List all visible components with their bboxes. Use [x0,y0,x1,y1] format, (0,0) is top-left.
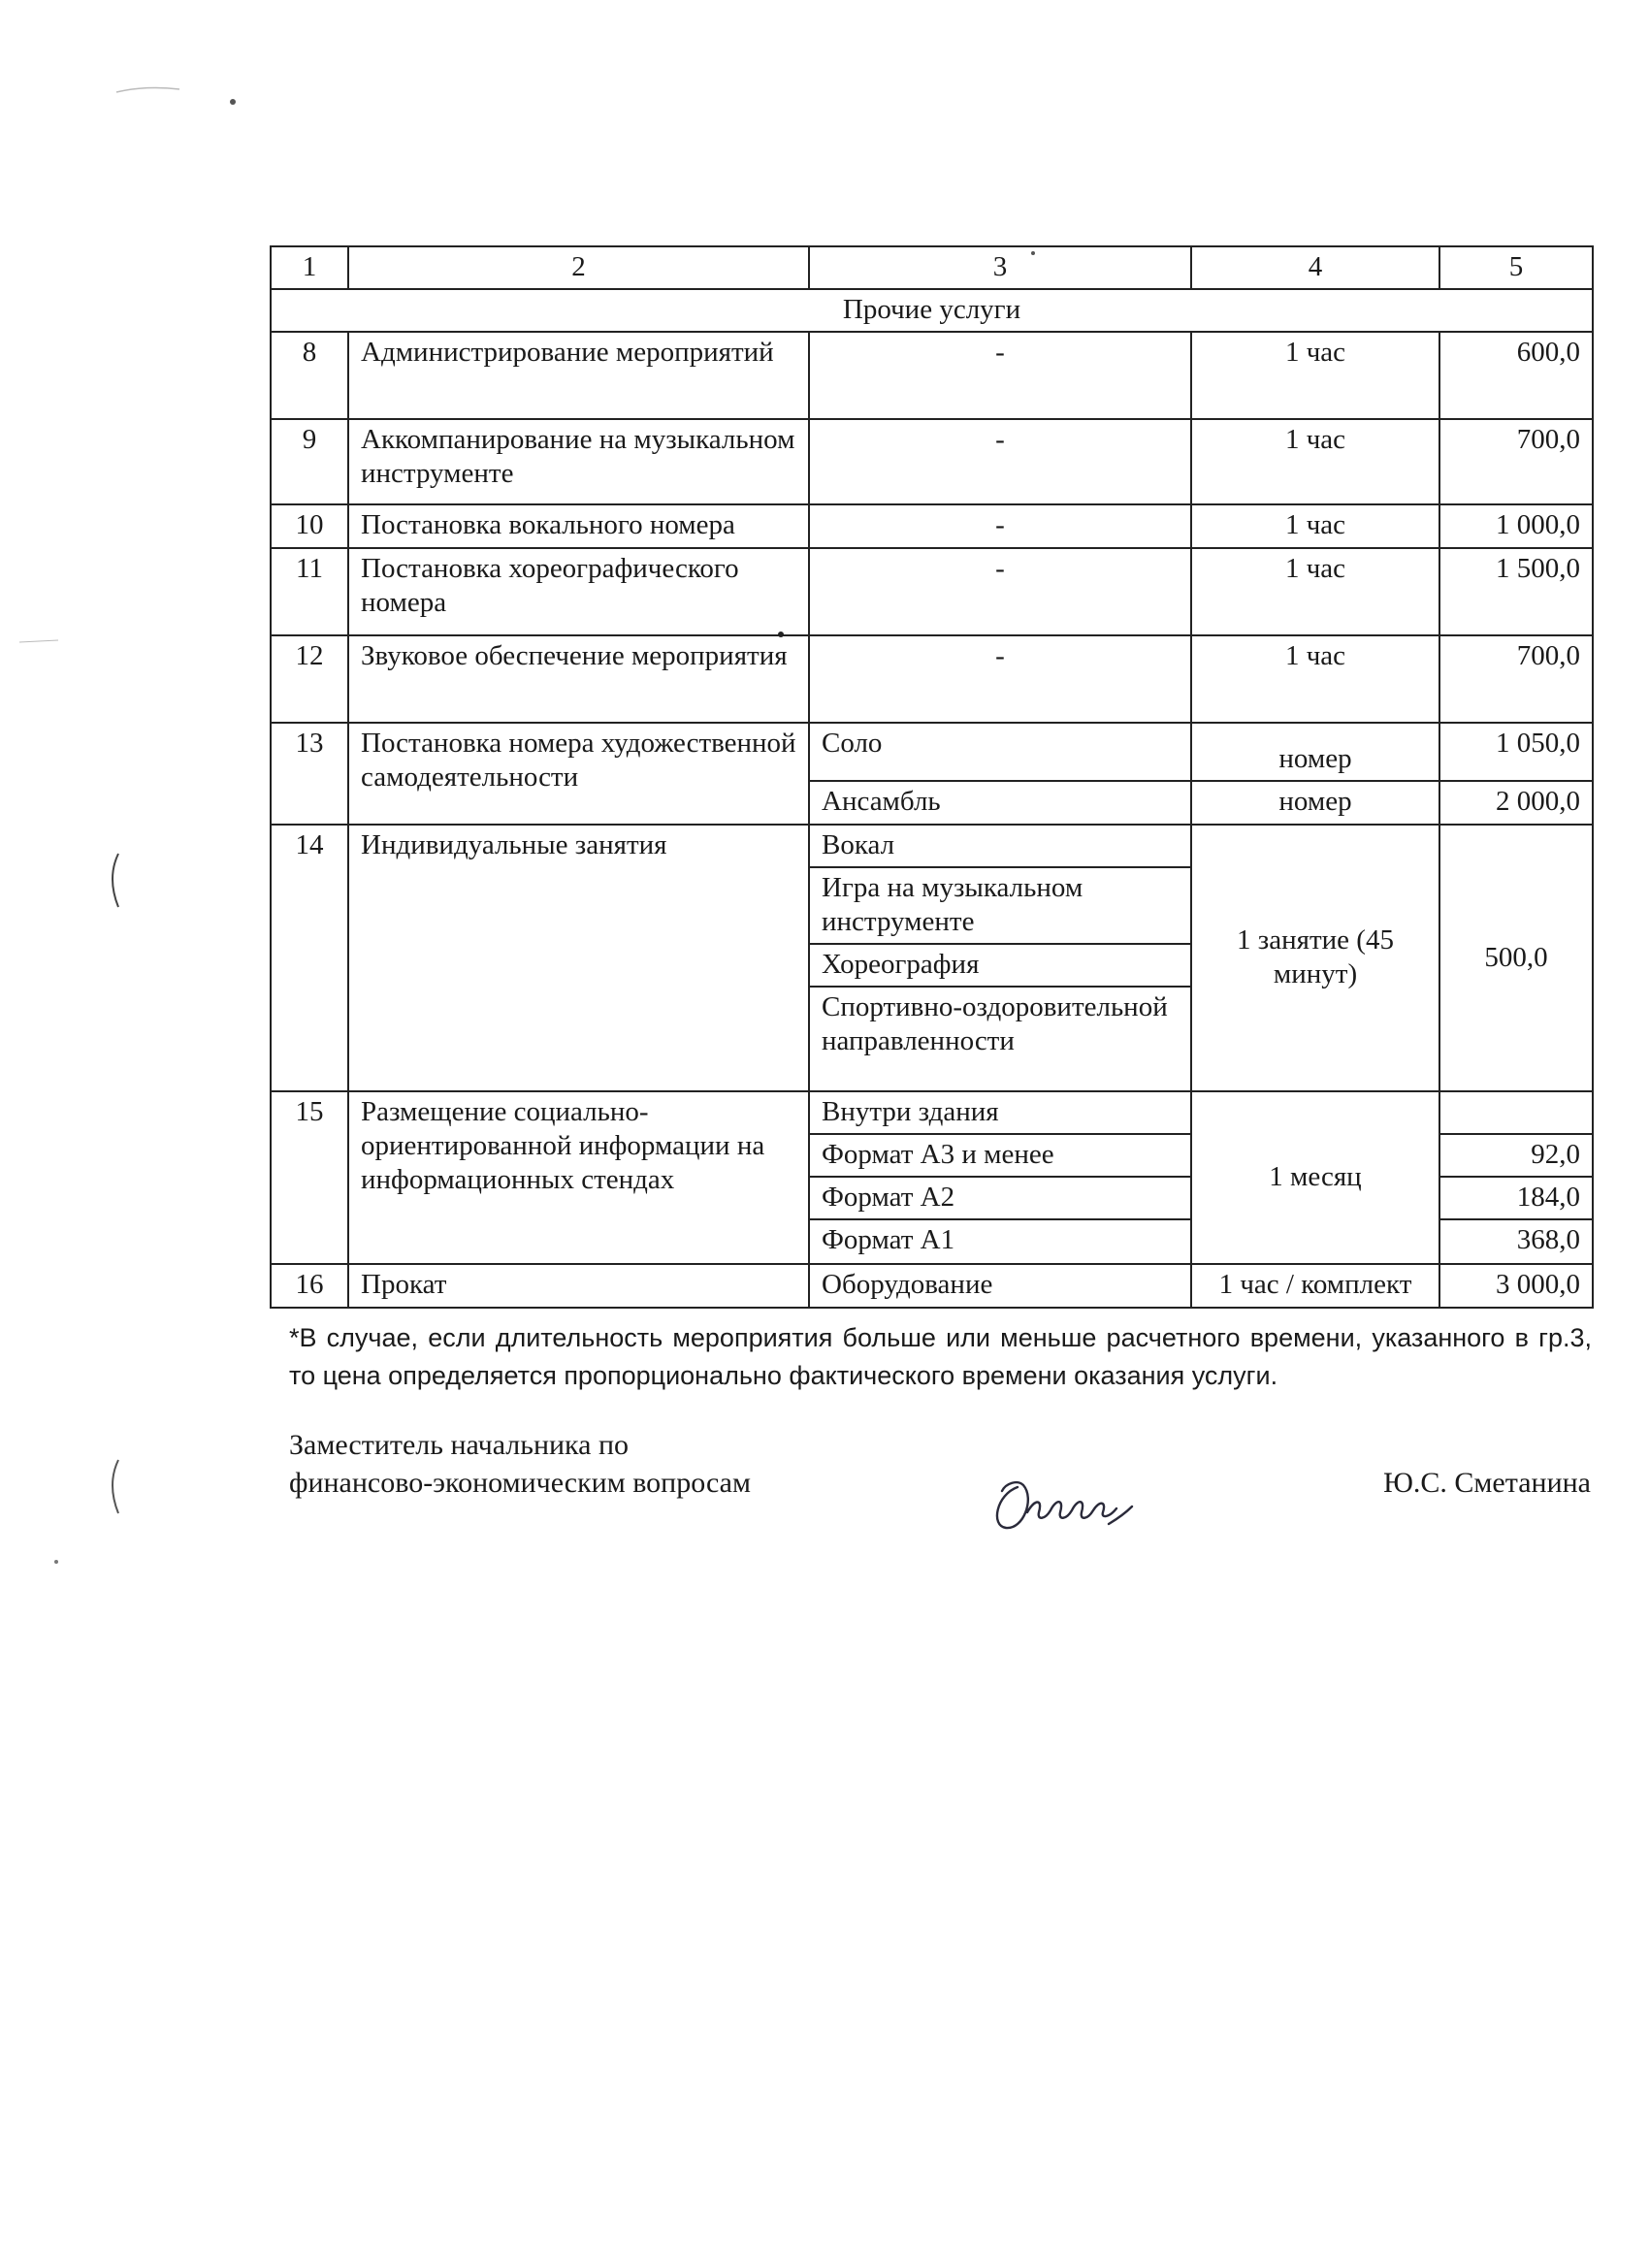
service-name: Постановка хореографического номера [348,548,809,635]
service-price: 368,0 [1439,1219,1593,1264]
table-row [271,825,1593,867]
service-detail: Игра на музыкальном инструменте [809,867,1191,944]
table-header-row [271,246,1593,289]
service-detail: Соло [809,723,1191,781]
service-detail: Внутри здания [809,1091,1191,1134]
service-name: Индивидуальные занятия [348,825,809,1091]
service-detail: Формат А1 [809,1219,1191,1264]
handwritten-signature [985,1470,1140,1542]
service-detail: Хореография [809,944,1191,987]
row-number: 9 [271,419,348,504]
header-cell: 3 [809,246,1191,289]
service-unit: 1 час [1191,635,1439,723]
service-price: 2 000,0 [1439,781,1593,825]
service-price: 700,0 [1439,635,1593,723]
table-row [271,504,1593,548]
service-price [1439,1091,1593,1134]
service-detail: Формат А3 и менее [809,1134,1191,1177]
service-unit: номер [1191,781,1439,825]
table-row [271,723,1593,781]
service-name: Прокат [348,1264,809,1308]
table-row [271,1264,1593,1308]
service-detail: - [809,419,1191,504]
section-title: Прочие услуги [271,289,1593,332]
row-number: 13 [271,723,348,825]
row-number: 11 [271,548,348,635]
service-unit: 1 месяц [1191,1091,1439,1264]
service-detail: Ансамбль [809,781,1191,825]
table-row [271,1091,1593,1134]
service-price: 600,0 [1439,332,1593,419]
row-number: 8 [271,332,348,419]
service-price: 1 000,0 [1439,504,1593,548]
header-cell: 5 [1439,246,1593,289]
service-name: Постановка номера художественной самодеятельности [348,723,809,825]
table-row [271,419,1593,504]
footnote: *В случае, если длительность мероприятия больше или меньше расчетного времени, указанного в гр.3, то цена определяется пропорционально фактического времени оказания услуги. [289,1323,1592,1390]
service-name: Размещение социально-ориентированной информации на информационных стендах [348,1091,809,1264]
price-table [270,245,1594,1309]
service-detail: - [809,504,1191,548]
service-name: Администрирование мероприятий [348,332,809,419]
service-unit: 1 час [1191,504,1439,548]
service-unit: 1 занятие (45 минут) [1191,825,1439,1091]
service-detail: - [809,548,1191,635]
row-number: 16 [271,1264,348,1308]
service-unit: 1 час [1191,332,1439,419]
table-row [271,635,1593,723]
table-row [271,332,1593,419]
section-row [271,289,1593,332]
service-price: 500,0 [1439,825,1593,1091]
service-unit: 1 час [1191,419,1439,504]
service-price: 92,0 [1439,1134,1593,1177]
service-price: 1 050,0 [1439,723,1593,781]
service-price: 700,0 [1439,419,1593,504]
service-price: 184,0 [1439,1177,1593,1219]
row-number: 10 [271,504,348,548]
row-number: 14 [271,825,348,1091]
service-price: 1 500,0 [1439,548,1593,635]
service-detail: Вокал [809,825,1191,867]
signatory-title-line: финансово-экономическим вопросам [289,1467,751,1499]
signatory-title [289,1426,910,1502]
service-detail: Спортивно-оздоровительной направленности [809,987,1191,1091]
row-number: 12 [271,635,348,723]
header-cell: 4 [1191,246,1439,289]
service-unit: 1 час [1191,548,1439,635]
service-name: Аккомпанирование на музыкальном инструменте [348,419,809,504]
service-name: Постановка вокального номера [348,504,809,548]
service-name: Звуковое обеспечение мероприятия [348,635,809,723]
header-cell: 2 [348,246,809,289]
service-detail: - [809,332,1191,419]
header-cell: 1 [271,246,348,289]
service-detail: Формат А2 [809,1177,1191,1219]
service-detail: - [809,635,1191,723]
row-number: 15 [271,1091,348,1264]
service-price: 3 000,0 [1439,1264,1593,1308]
service-unit: 1 час / комплект [1191,1264,1439,1308]
table-row [271,548,1593,635]
signatory-name: Ю.С. Сметанина [1383,1467,1591,1499]
service-detail: Оборудование [809,1264,1191,1308]
signatory-title-line: Заместитель начальника по [289,1429,630,1461]
service-unit: номер [1191,723,1439,781]
